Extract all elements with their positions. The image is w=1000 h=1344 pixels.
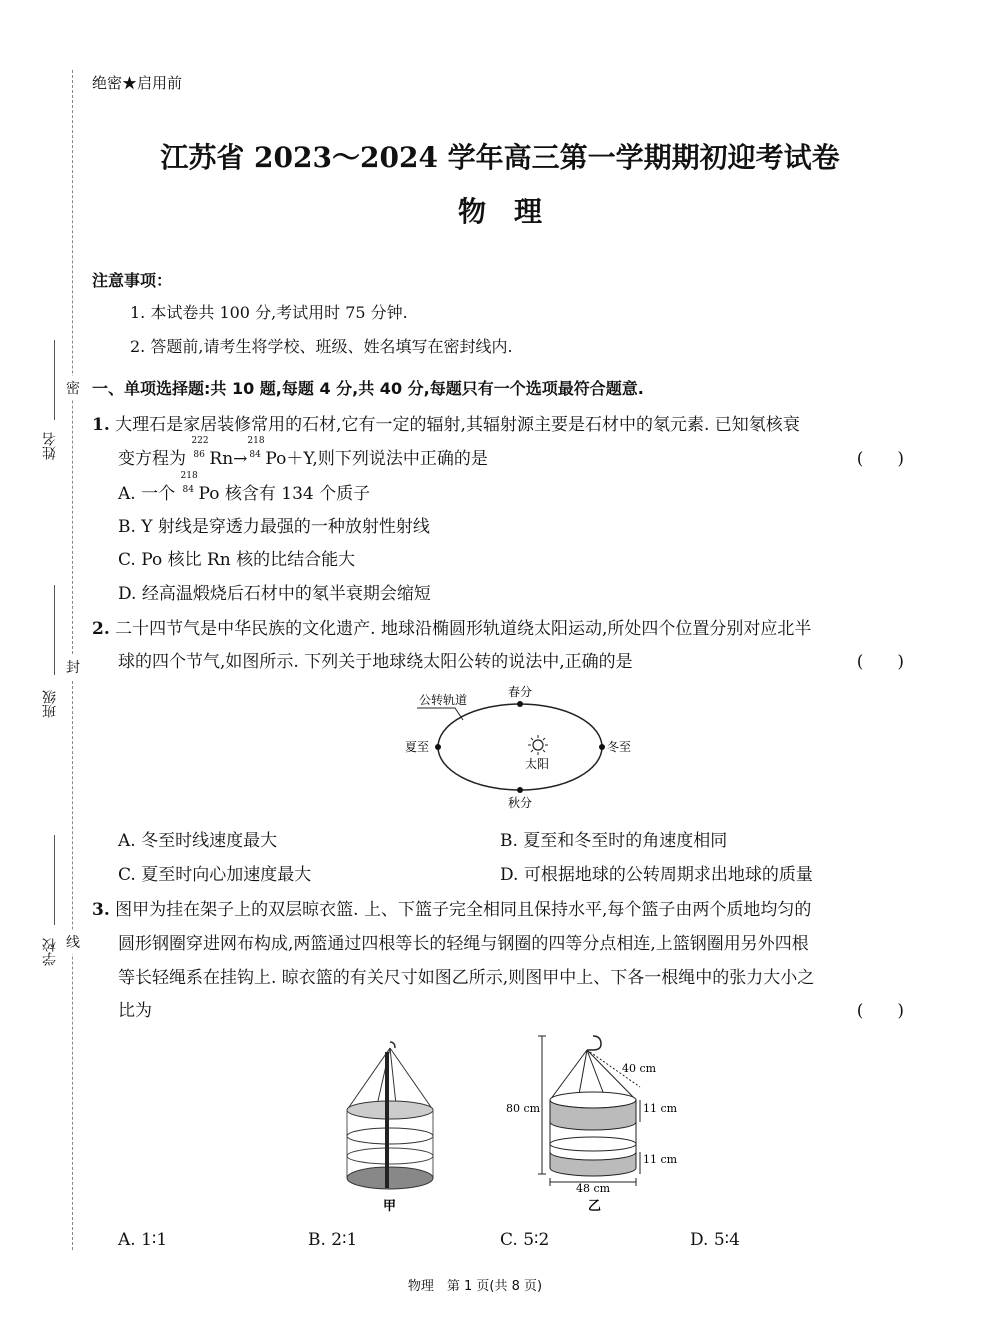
dim-48: 48 cm [576, 1182, 611, 1195]
answer-paren[interactable]: ( ) [856, 449, 904, 469]
label-yi: 乙 [588, 1199, 602, 1214]
option-b[interactable]: B. 夏至和冬至时的角速度相同 [500, 831, 728, 851]
seal-char-mi: 密 [66, 376, 80, 400]
question-text: 大理石是家居装修常用的石材,它有一定的辐射,其辐射源主要是石材中的氡元素. 已知氡核衰 [115, 415, 800, 435]
name-label: 姓名 [42, 432, 58, 460]
option-c[interactable]: C. 夏至时向心加速度最大 [118, 865, 312, 885]
option-d[interactable]: D. 经高温煅烧后石材中的氡半衰期会缩短 [118, 584, 431, 604]
question-3-line1 [92, 895, 811, 920]
answer-paren[interactable]: ( ) [856, 1001, 904, 1021]
option-c[interactable]: C. Po 核比 Rn 核的比结合能大 [118, 550, 356, 570]
atomic-number: 86 [193, 450, 205, 460]
earth-dot [599, 744, 605, 750]
page-title: 江苏省 2023～2024 学年高三第一学期期初迎考试卷 [160, 141, 840, 174]
atomic-number: 84 [249, 450, 261, 460]
section-heading: 一、单项选择题:共 10 题,每题 4 分,共 40 分,每题只有一个选项最符合题意. [92, 379, 644, 398]
atomic-number: 84 [182, 485, 194, 495]
label-summer: 夏至 [405, 740, 430, 754]
notes-item: 2. 答题前,请考生将学校、班级、姓名填写在密封线内. [130, 337, 513, 356]
seal-char-xian: 线 [66, 930, 80, 954]
question-number: 2. [92, 619, 110, 639]
option-c[interactable]: C. 5∶2 [500, 1230, 550, 1250]
nuclide-po [180, 471, 199, 499]
basket-photo-jia [335, 1038, 445, 1213]
option-a[interactable]: A. 冬至时线速度最大 [118, 831, 278, 851]
question-2-line1 [92, 614, 811, 639]
question-text: 图甲为挂在架子上的双层晾衣篮. 上、下篮子完全相同且保持水平,每个篮子由两个质地均匀的 [115, 900, 812, 920]
question-3-line2: 圆形钢圈穿进网布构成,两篮通过四根等长的轻绳与钢圈的四等分点相连,上篮钢圈用另外四根 [118, 934, 809, 954]
option-text: A. 一个 [118, 484, 181, 504]
page-footer: 物理 第 1 页(共 8 页) [407, 1279, 543, 1294]
school-blank[interactable] [54, 835, 55, 925]
question-1-line1 [92, 410, 800, 435]
nuclide-po [247, 436, 265, 464]
label-autumn: 秋分 [508, 796, 533, 810]
nuclide-symbol: Rn→ [209, 449, 248, 469]
sun-icon [528, 735, 548, 755]
mass-number: 218 [180, 471, 198, 481]
secret-mark: 绝密★启用前 [92, 74, 183, 92]
nuclide-rn [191, 436, 209, 464]
earth-dot [517, 787, 523, 793]
question-text: 变方程为 [118, 449, 192, 469]
notes-item: 1. 本试卷共 100 分,考试用时 75 分钟. [130, 303, 408, 322]
option-d[interactable]: D. 5∶4 [690, 1230, 740, 1250]
orbit-ellipse [438, 704, 602, 790]
name-blank[interactable] [54, 340, 55, 420]
dim-11-top: 11 cm [643, 1102, 678, 1115]
label-orbit: 公转轨道 [419, 693, 468, 707]
option-d[interactable]: D. 可根据地球的公转周期求出地球的质量 [500, 865, 813, 885]
dim-80: 80 cm [506, 1102, 541, 1115]
class-blank[interactable] [54, 585, 55, 675]
mass-number: 222 [191, 436, 209, 446]
basket-diagram-yi [500, 1032, 690, 1217]
label-spring: 春分 [508, 685, 533, 699]
label-winter: 冬至 [607, 740, 632, 754]
question-1-line2 [118, 436, 488, 469]
orbit-pointer [417, 708, 463, 720]
question-text: 二十四节气是中华民族的文化遗产. 地球沿椭圆形轨道绕太阳运动,所处四个位置分别对应北半 [115, 619, 812, 639]
earth-dot [517, 701, 523, 707]
option-b[interactable]: B. Y 射线是穿透力最强的一种放射性射线 [118, 517, 430, 537]
question-number: 3. [92, 900, 110, 920]
school-label: 学校 [42, 938, 58, 966]
question-3-line3: 等长轻绳系在挂钩上. 晾衣篮的有关尺寸如图乙所示,则图甲中上、下各一根绳中的张力大小之 [118, 968, 815, 988]
answer-paren[interactable]: ( ) [856, 652, 904, 672]
question-text: Po＋Y,则下列说法中正确的是 [265, 449, 488, 469]
option-a[interactable] [118, 471, 371, 504]
option-b[interactable]: B. 2∶1 [308, 1230, 358, 1250]
class-label: 班级 [42, 690, 58, 718]
seal-char-feng: 封 [66, 655, 80, 679]
orbit-diagram [405, 682, 632, 812]
label-sun: 太阳 [525, 757, 550, 771]
dim-11-bottom: 11 cm [643, 1153, 678, 1166]
earth-dot [435, 744, 441, 750]
option-text: Po 核含有 134 个质子 [198, 484, 371, 504]
subject-title: 物 理 [457, 195, 542, 228]
option-a[interactable]: A. 1∶1 [118, 1230, 168, 1250]
label-jia: 甲 [383, 1199, 397, 1214]
mass-number: 218 [247, 436, 265, 446]
question-number: 1. [92, 415, 110, 435]
question-3-line4: 比为 [118, 1001, 152, 1021]
dim-40: 40 cm [622, 1062, 657, 1075]
question-2-line2: 球的四个节气,如图所示. 下列关于地球绕太阳公转的说法中,正确的是 [118, 652, 633, 672]
notes-heading: 注意事项： [92, 271, 173, 290]
